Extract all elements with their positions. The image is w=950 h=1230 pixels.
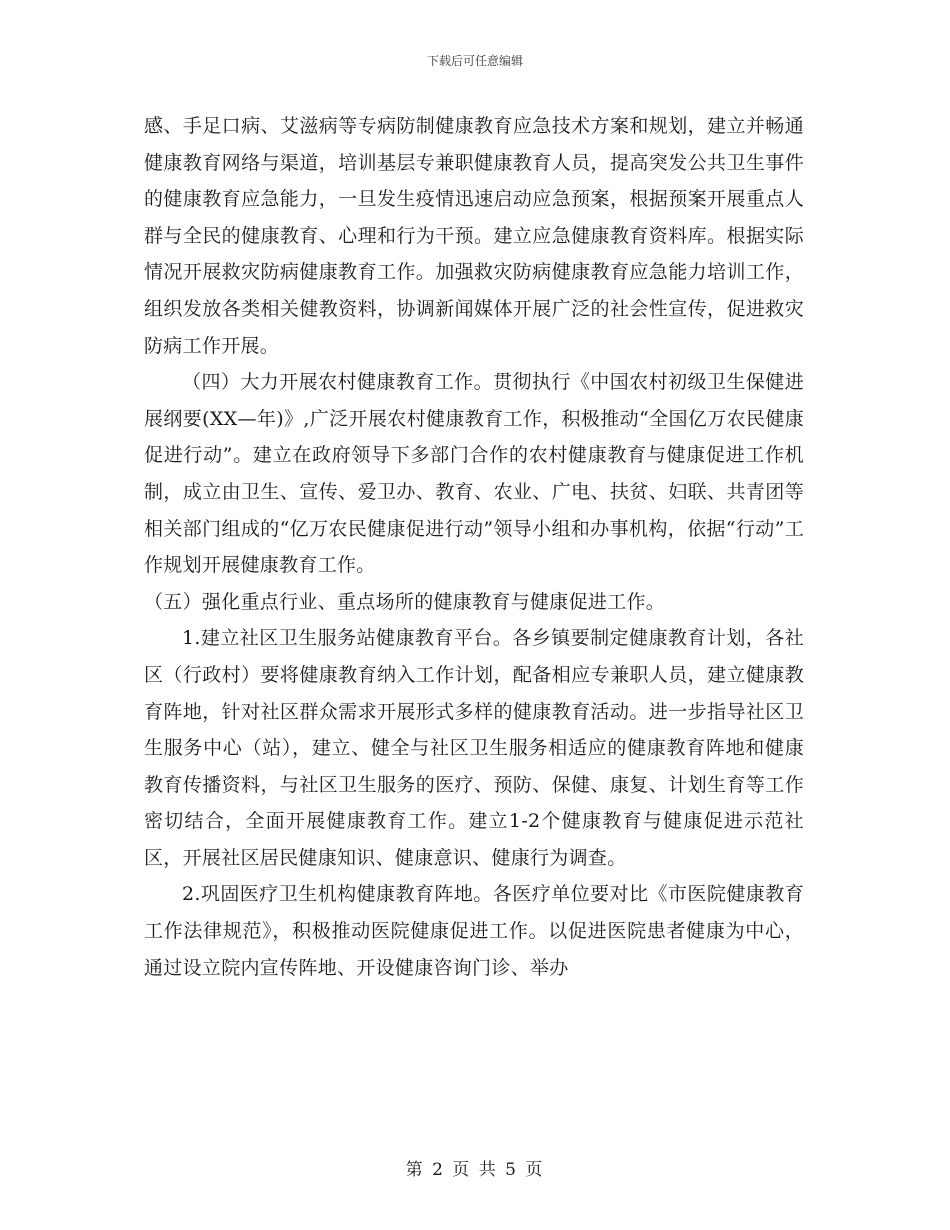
document-body — [144, 108, 804, 986]
paragraph-emergency-education: 感、手足口病、艾滋病等专病防制健康教育应急技术方案和规划，建立并畅通健康教育网络与渠道，培训基层专兼职健康教育人员，提高突发公共卫生事件的健康教育应急能力，一旦发生疫情迅速启动应急预案，根据预案开展重点人群与全民的健康教育、心理和行为干预。建立应急健康教育资料库。根据实际情况开展救灾防病健康教育工作。加强救灾防病健康教育应急能力培训工作，组织发放各类相关健教资料，协调新闻媒体开展广泛的社会性宣传，促进救灾防病工作开展。 — [144, 115, 804, 357]
paragraph-rural-education: （四）大力开展农村健康教育工作。贯彻执行《中国农村初级卫生保健进展纲要(XX—年)》,广泛开展农村健康教育工作，积极推动“全国亿万农民健康促进行动”。建立在政府领导下多部门合作的农村健康教育与健康促进工作机制，成立由卫生、宣传、爱卫办、教育、农业、广电、扶贫、妇联、共青团等相关部门组成的“亿万农民健康促进行动”领导小组和办事机构，依据“行动”工作规划开展健康教育工作。 — [144, 371, 804, 577]
page-header: 下载后可任意编辑 — [426, 54, 523, 68]
paragraph-community-platform: 1.建立社区卫生服务站健康教育平台。各乡镇要制定健康教育计划，各社区（行政村）要将健康教育纳入工作计划，配备相应专兼职人员，建立健康教育阵地，针对社区群众需求开展形式多样的健康教育活动。进一步指导社区卫生服务中心（站），建立、健全与社区卫生服务相适应的健康教育阵地和健康教育传播资料，与社区卫生服务的医疗、预防、保健、康复、计划生育等工作密切结合，全面开展健康教育工作。建立1-2个健康教育与健康促进示范社区，开展社区居民健康知识、健康意识、健康行为调查。 — [144, 627, 804, 869]
paragraph-medical-institutions: 2.巩固医疗卫生机构健康教育阵地。各医疗单位要对比《市医院健康教育工作法律规范》，积极推动医院健康促进工作。以促进医院患者健康为中心，通过设立院内宣传阵地、开设健康咨询门诊、举办 — [144, 883, 804, 979]
page-number-footer: 第 2 页 共 5 页 — [405, 1160, 545, 1180]
paragraph-key-industries: （五）强化重点行业、重点场所的健康教育与健康促进工作。 — [144, 590, 666, 613]
